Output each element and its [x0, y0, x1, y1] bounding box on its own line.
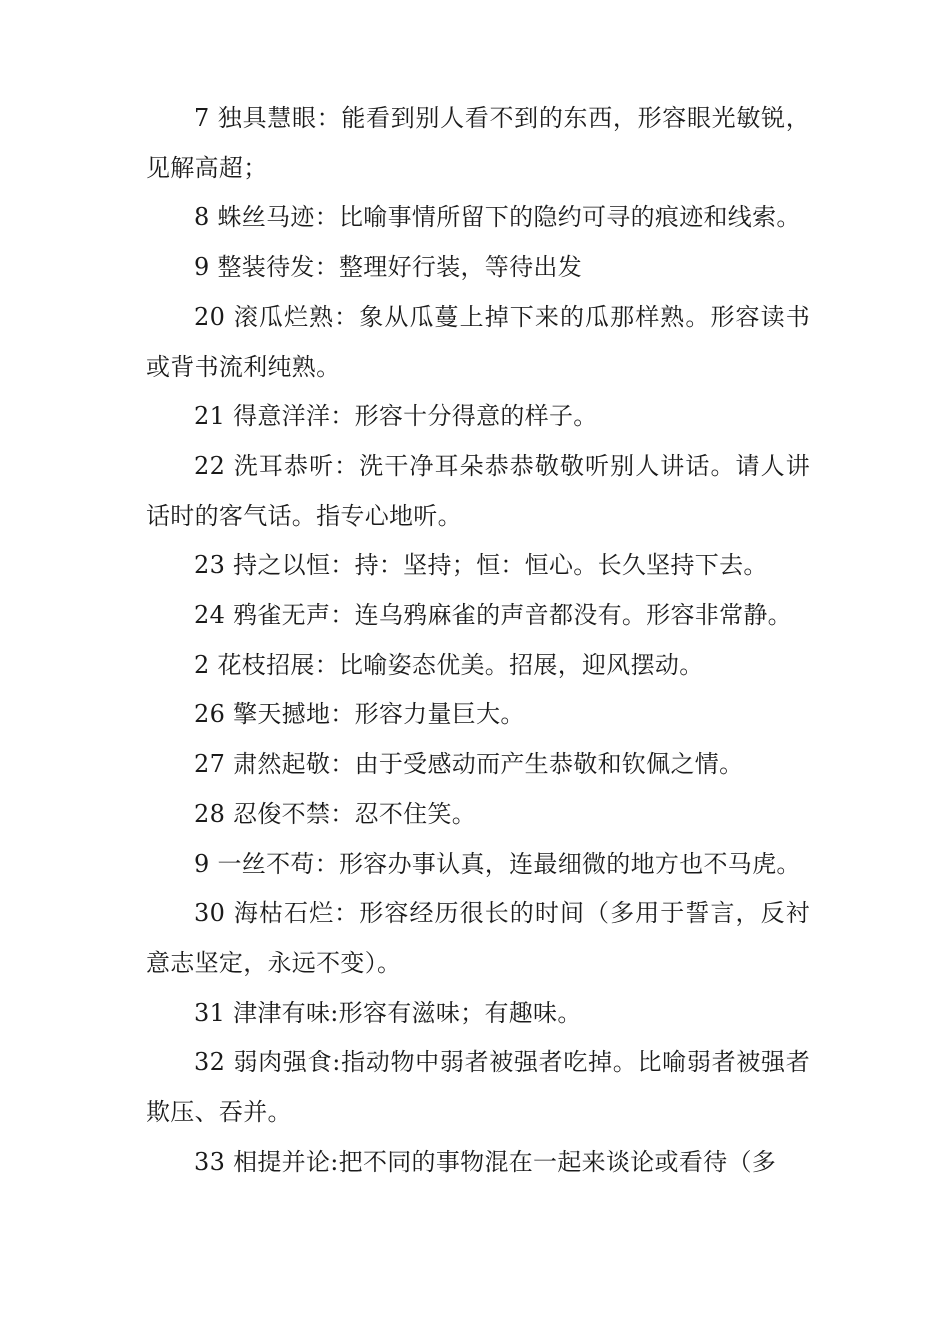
idiom-entry: 26 擎天撼地：形容力量巨大。 [194, 700, 525, 729]
idiom-entry: 31 津津有味:形容有滋味；有趣味。 [194, 998, 582, 1027]
idiom-entry: 7 独具慧眼：能看到别人看不到的东西，形容眼光敏锐，见解高超； [146, 104, 810, 182]
idiom-entry: 27 肃然起敬：由于受感动而产生恭敬和钦佩之情。 [194, 750, 744, 779]
idiom-entry: 20 滚瓜烂熟：象从瓜蔓上掉下来的瓜那样熟。形容读书或背书流利纯熟。 [146, 302, 810, 381]
idiom-entry: 23 持之以恒：持：坚持；恒：恒心。长久坚持下去。 [194, 551, 768, 580]
idiom-entry: 28 忍俊不禁：忍不住笑。 [194, 799, 477, 828]
idiom-list [146, 94, 810, 1187]
idiom-entry: 22 洗耳恭听：洗干净耳朵恭恭敬敬听别人讲话。请人讲话时的客气话。指专心地听。 [146, 451, 810, 530]
idiom-entry: 32 弱肉强食:指动物中弱者被强者吃掉。比喻弱者被强者欺压、吞并。 [146, 1048, 810, 1127]
idiom-entry: 9 一丝不苟：形容办事认真，连最细微的地方也不马虎。 [194, 849, 801, 878]
idiom-entry: 9 整装待发：整理好行装，等待出发 [194, 253, 582, 282]
idiom-entry: 33 相提并论:把不同的事物混在一起来谈论或看待（多 [194, 1147, 777, 1176]
idiom-entry: 8 蛛丝马迹：比喻事情所留下的隐约可寻的痕迹和线索。 [194, 203, 801, 232]
idiom-entry: 2 花枝招展：比喻姿态优美。招展，迎风摆动。 [194, 650, 704, 679]
idiom-entry: 30 海枯石烂：形容经历很长的时间（多用于誓言，反衬意志坚定，永远不变）。 [146, 899, 810, 977]
idiom-entry: 21 得意洋洋：形容十分得意的样子。 [194, 402, 598, 431]
idiom-entry: 24 鸦雀无声：连乌鸦麻雀的声音都没有。形容非常静。 [194, 601, 792, 630]
